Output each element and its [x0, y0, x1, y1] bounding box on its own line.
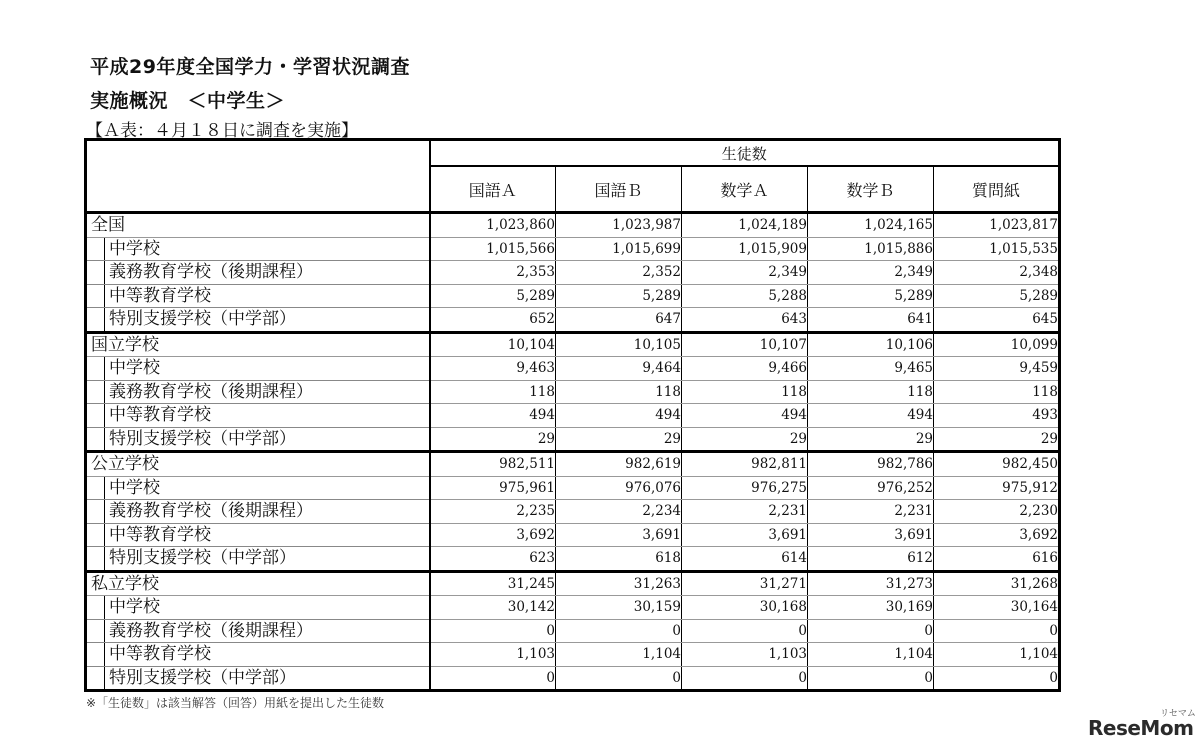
value-cell: 2,231	[808, 500, 934, 524]
table-row	[86, 452, 1060, 477]
row-sub-label-cell	[86, 523, 430, 547]
table-row	[86, 404, 1060, 428]
table-row	[86, 284, 1060, 308]
value-cell: 10,107	[682, 332, 808, 357]
value-cell: 975,961	[430, 476, 556, 500]
value-cell: 5,289	[808, 284, 934, 308]
row-sub-label-cell	[86, 380, 430, 404]
value-cell: 118	[682, 380, 808, 404]
value-cell: 647	[556, 308, 682, 333]
row-sub-label-cell	[86, 643, 430, 667]
table-row	[86, 213, 1060, 238]
table-row	[86, 666, 1060, 691]
value-cell: 10,106	[808, 332, 934, 357]
value-cell: 1,103	[682, 643, 808, 667]
value-cell: 0	[430, 619, 556, 643]
value-cell: 976,275	[682, 476, 808, 500]
row-label: 特別支援学校（中学部）	[109, 428, 296, 449]
value-cell: 1,104	[808, 643, 934, 667]
value-cell: 118	[934, 380, 1060, 404]
value-cell: 982,786	[808, 452, 934, 477]
row-label: 特別支援学校（中学部）	[109, 667, 296, 688]
value-cell: 5,289	[556, 284, 682, 308]
value-cell: 31,263	[556, 571, 682, 596]
table-row	[86, 261, 1060, 285]
row-sub-label-cell	[86, 619, 430, 643]
value-cell: 3,692	[430, 523, 556, 547]
value-cell: 118	[430, 380, 556, 404]
value-cell: 30,142	[430, 596, 556, 620]
value-cell: 5,289	[430, 284, 556, 308]
row-label: 公立学校	[91, 454, 159, 474]
value-cell: 9,459	[934, 357, 1060, 381]
row-label: 全国	[91, 215, 125, 235]
value-cell: 652	[430, 308, 556, 333]
value-cell: 9,465	[808, 357, 934, 381]
row-label: 中等教育学校	[109, 405, 211, 425]
table-row	[86, 596, 1060, 620]
header-sugaku-a: 数学Ａ	[682, 166, 808, 213]
value-cell: 982,619	[556, 452, 682, 477]
value-cell: 9,463	[430, 357, 556, 381]
value-cell: 1,023,860	[430, 213, 556, 238]
value-cell: 1,104	[556, 643, 682, 667]
value-cell: 3,691	[556, 523, 682, 547]
value-cell: 2,348	[934, 261, 1060, 285]
row-sub-label-cell	[86, 547, 430, 572]
row-sub-label-cell	[86, 284, 430, 308]
value-cell: 0	[556, 619, 682, 643]
row-label: 義務教育学校（後期課程）	[109, 620, 313, 641]
table-row	[86, 523, 1060, 547]
header-blank-cell	[86, 140, 430, 213]
value-cell: 982,811	[682, 452, 808, 477]
value-cell: 976,252	[808, 476, 934, 500]
value-cell: 1,015,535	[934, 237, 1060, 261]
value-cell: 1,023,987	[556, 213, 682, 238]
value-cell: 2,349	[682, 261, 808, 285]
table-row	[86, 500, 1060, 524]
value-cell: 1,024,189	[682, 213, 808, 238]
footnote: ※「生徒数」は該当解答（回答）用紙を提出した生徒数	[86, 696, 385, 710]
value-cell: 118	[808, 380, 934, 404]
value-cell: 2,230	[934, 500, 1060, 524]
value-cell: 30,169	[808, 596, 934, 620]
row-group-label-cell	[86, 452, 430, 477]
value-cell: 494	[430, 404, 556, 428]
value-cell: 1,024,165	[808, 213, 934, 238]
table-row	[86, 571, 1060, 596]
value-cell: 29	[556, 427, 682, 452]
table-row	[86, 547, 1060, 572]
row-group-label-cell	[86, 332, 430, 357]
value-cell: 1,103	[430, 643, 556, 667]
value-cell: 3,691	[808, 523, 934, 547]
value-cell: 976,076	[556, 476, 682, 500]
value-cell: 10,105	[556, 332, 682, 357]
value-cell: 31,271	[682, 571, 808, 596]
value-cell: 494	[682, 404, 808, 428]
value-cell: 494	[556, 404, 682, 428]
value-cell: 30,159	[556, 596, 682, 620]
header-kokugo-a: 国語Ａ	[430, 166, 556, 213]
value-cell: 982,450	[934, 452, 1060, 477]
value-cell: 641	[808, 308, 934, 333]
table-row	[86, 427, 1060, 452]
value-cell: 0	[682, 666, 808, 691]
value-cell: 3,691	[682, 523, 808, 547]
value-cell: 29	[430, 427, 556, 452]
value-cell: 29	[808, 427, 934, 452]
value-cell: 2,352	[556, 261, 682, 285]
value-cell: 616	[934, 547, 1060, 572]
value-cell: 623	[430, 547, 556, 572]
value-cell: 9,464	[556, 357, 682, 381]
value-cell: 645	[934, 308, 1060, 333]
row-group-label-cell	[86, 571, 430, 596]
header-questionnaire: 質問紙	[934, 166, 1060, 213]
row-sub-label-cell	[86, 261, 430, 285]
value-cell: 1,015,566	[430, 237, 556, 261]
value-cell: 1,015,909	[682, 237, 808, 261]
table-row	[86, 619, 1060, 643]
value-cell: 10,104	[430, 332, 556, 357]
value-cell: 2,235	[430, 500, 556, 524]
resemom-logo-kana: リセマム	[1160, 709, 1196, 719]
row-label: 義務教育学校（後期課程）	[109, 381, 313, 402]
row-label: 義務教育学校（後期課程）	[109, 262, 313, 282]
row-sub-label-cell	[86, 476, 430, 500]
value-cell: 1,023,817	[934, 213, 1060, 238]
table-row	[86, 380, 1060, 404]
value-cell: 2,234	[556, 500, 682, 524]
table-row	[86, 643, 1060, 667]
value-cell: 0	[934, 666, 1060, 691]
value-cell: 2,231	[682, 500, 808, 524]
value-cell: 1,015,886	[808, 237, 934, 261]
value-cell: 31,268	[934, 571, 1060, 596]
header-student-count: 生徒数	[430, 140, 1060, 167]
row-sub-label-cell	[86, 237, 430, 261]
row-label: 中等教育学校	[109, 285, 211, 306]
row-label: 中等教育学校	[109, 644, 211, 664]
row-sub-label-cell	[86, 500, 430, 524]
student-count-table	[84, 138, 1061, 692]
table-caption: 【Ａ表：４月１８日に調査を実施】	[86, 121, 358, 141]
row-sub-label-cell	[86, 357, 430, 381]
value-cell: 9,466	[682, 357, 808, 381]
row-sub-label-cell	[86, 596, 430, 620]
value-cell: 5,289	[934, 284, 1060, 308]
table-row	[86, 357, 1060, 381]
value-cell: 2,353	[430, 261, 556, 285]
row-label: 中学校	[109, 597, 160, 617]
value-cell: 5,288	[682, 284, 808, 308]
value-cell: 31,273	[808, 571, 934, 596]
table-row	[86, 332, 1060, 357]
row-label: 中学校	[109, 238, 160, 259]
value-cell: 31,245	[430, 571, 556, 596]
row-label: 中等教育学校	[109, 524, 211, 545]
row-label: 国立学校	[91, 334, 159, 355]
row-label: 義務教育学校（後期課程）	[109, 501, 313, 521]
header-sugaku-b: 数学Ｂ	[808, 166, 934, 213]
value-cell: 612	[808, 547, 934, 572]
value-cell: 0	[556, 666, 682, 691]
row-sub-label-cell	[86, 427, 430, 452]
document-title: 平成29年度全国学力・学習状況調査	[90, 56, 410, 78]
value-cell: 2,349	[808, 261, 934, 285]
value-cell: 0	[808, 619, 934, 643]
value-cell: 1,104	[934, 643, 1060, 667]
value-cell: 494	[808, 404, 934, 428]
value-cell: 982,511	[430, 452, 556, 477]
value-cell: 30,168	[682, 596, 808, 620]
row-label: 中学校	[109, 477, 160, 498]
row-sub-label-cell	[86, 308, 430, 333]
document-subtitle: 実施概況 ＜中学生＞	[90, 90, 286, 112]
value-cell: 29	[682, 427, 808, 452]
value-cell: 0	[430, 666, 556, 691]
row-label: 中学校	[109, 358, 160, 378]
value-cell: 975,912	[934, 476, 1060, 500]
row-sub-label-cell	[86, 404, 430, 428]
value-cell: 0	[934, 619, 1060, 643]
value-cell: 1,015,699	[556, 237, 682, 261]
table-row	[86, 237, 1060, 261]
value-cell: 3,692	[934, 523, 1060, 547]
value-cell: 643	[682, 308, 808, 333]
row-label: 特別支援学校（中学部）	[109, 309, 296, 329]
value-cell: 618	[556, 547, 682, 572]
value-cell: 0	[808, 666, 934, 691]
header-kokugo-b: 国語Ｂ	[556, 166, 682, 213]
row-label: 特別支援学校（中学部）	[109, 548, 296, 568]
value-cell: 10,099	[934, 332, 1060, 357]
row-label: 私立学校	[91, 573, 159, 594]
table-row	[86, 476, 1060, 500]
value-cell: 29	[934, 427, 1060, 452]
value-cell: 0	[682, 619, 808, 643]
row-group-label-cell	[86, 213, 430, 238]
resemom-logo: ReseMom	[1088, 716, 1194, 740]
value-cell: 493	[934, 404, 1060, 428]
value-cell: 118	[556, 380, 682, 404]
table-row	[86, 308, 1060, 333]
value-cell: 30,164	[934, 596, 1060, 620]
value-cell: 614	[682, 547, 808, 572]
row-sub-label-cell	[86, 666, 430, 691]
